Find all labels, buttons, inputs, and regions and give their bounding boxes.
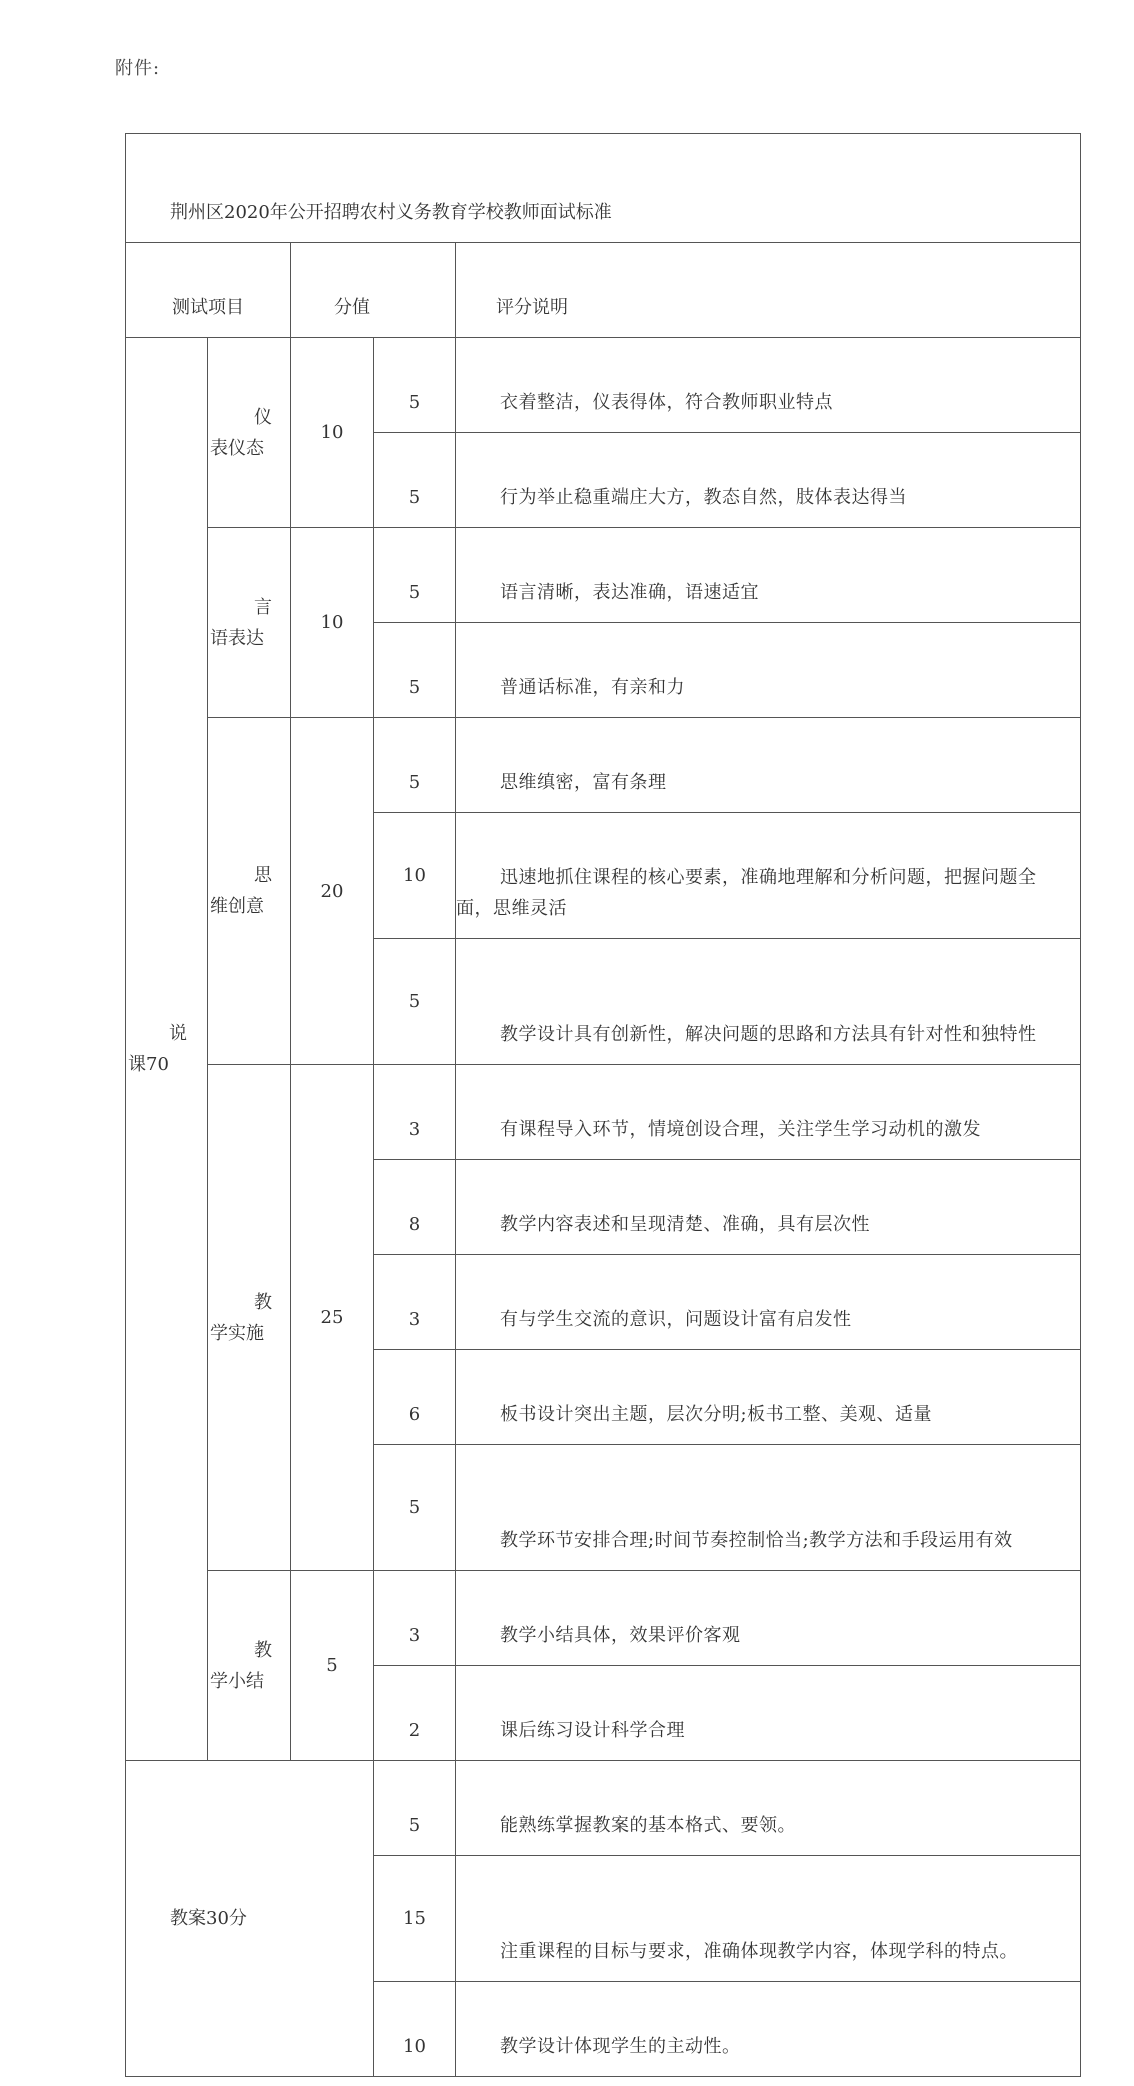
- row-score: 3: [374, 1571, 456, 1666]
- row-score: 3: [374, 1255, 456, 1350]
- header-desc: 评分说明: [456, 243, 1081, 338]
- row-desc: 能熟练掌握教案的基本格式、要领。: [456, 1761, 1081, 1856]
- group-label: 教 学实施: [208, 1065, 291, 1571]
- row-desc: 板书设计突出主题，层次分明;板书工整、美观、适量: [456, 1350, 1081, 1445]
- row-desc: 教学设计体现学生的主动性。: [456, 1982, 1081, 2077]
- group-total: 25: [291, 1065, 374, 1571]
- table-title: 荆州区2020年公开招聘农村义务教育学校教师面试标准: [126, 134, 1081, 243]
- row-desc: 教学环节安排合理;时间节奏控制恰当;教学方法和手段运用有效: [456, 1445, 1081, 1571]
- row-desc: 思维缜密，富有条理: [456, 718, 1081, 813]
- group-label: 仪 表仪态: [208, 338, 291, 528]
- row-desc: 衣着整洁，仪表得体，符合教师职业特点: [456, 338, 1081, 433]
- group-total: 5: [291, 1571, 374, 1761]
- row-desc: 语言清晰，表达准确，语速适宜: [456, 528, 1081, 623]
- row-score: 5: [374, 1761, 456, 1856]
- row-score: 10: [374, 813, 456, 939]
- row-desc: 教学内容表述和呈现清楚、准确，具有层次性: [456, 1160, 1081, 1255]
- group-total: 20: [291, 718, 374, 1065]
- interview-standards-table: [125, 133, 1081, 2077]
- row-desc: 普通话标准，有亲和力: [456, 623, 1081, 718]
- group-label: 言 语表达: [208, 528, 291, 718]
- row-score: 2: [374, 1666, 456, 1761]
- row-desc: 教学设计具有创新性，解决问题的思路和方法具有针对性和独特性: [456, 939, 1081, 1065]
- group-total: 10: [291, 528, 374, 718]
- row-score: 8: [374, 1160, 456, 1255]
- row-score: 5: [374, 1445, 456, 1571]
- header-score: 分值: [291, 243, 456, 338]
- row-desc: 有与学生交流的意识，问题设计富有启发性: [456, 1255, 1081, 1350]
- row-score: 5: [374, 338, 456, 433]
- row-score: 5: [374, 623, 456, 718]
- row-score: 5: [374, 718, 456, 813]
- row-score: 5: [374, 433, 456, 528]
- row-desc: 行为举止稳重端庄大方，教态自然，肢体表达得当: [456, 433, 1081, 528]
- header-item: 测试项目: [126, 243, 291, 338]
- section-presentation-line1: 说: [169, 1023, 187, 1044]
- row-desc: 有课程导入环节，情境创设合理，关注学生学习动机的激发: [456, 1065, 1081, 1160]
- row-score: 10: [374, 1982, 456, 2077]
- row-score: 6: [374, 1350, 456, 1445]
- row-desc: 注重课程的目标与要求，准确体现教学内容，体现学科的特点。: [456, 1856, 1081, 1982]
- section-presentation: [126, 338, 208, 1761]
- row-score: 5: [374, 528, 456, 623]
- row-desc: 迅速地抓住课程的核心要素，准确地理解和分析问题，把握问题全面，思维灵活: [456, 813, 1081, 939]
- group-total: 10: [291, 338, 374, 528]
- row-score: 3: [374, 1065, 456, 1160]
- row-desc: 教学小结具体，效果评价客观: [456, 1571, 1081, 1666]
- row-score: 15: [374, 1856, 456, 1982]
- row-desc: 课后练习设计科学合理: [456, 1666, 1081, 1761]
- section-presentation-line2: 课70: [128, 1054, 169, 1075]
- section-lesson-plan: 教案30分: [126, 1761, 374, 2077]
- row-score: 5: [374, 939, 456, 1065]
- attachment-label: 附件:: [115, 58, 161, 79]
- group-label: 教 学小结: [208, 1571, 291, 1761]
- group-label: 思 维创意: [208, 718, 291, 1065]
